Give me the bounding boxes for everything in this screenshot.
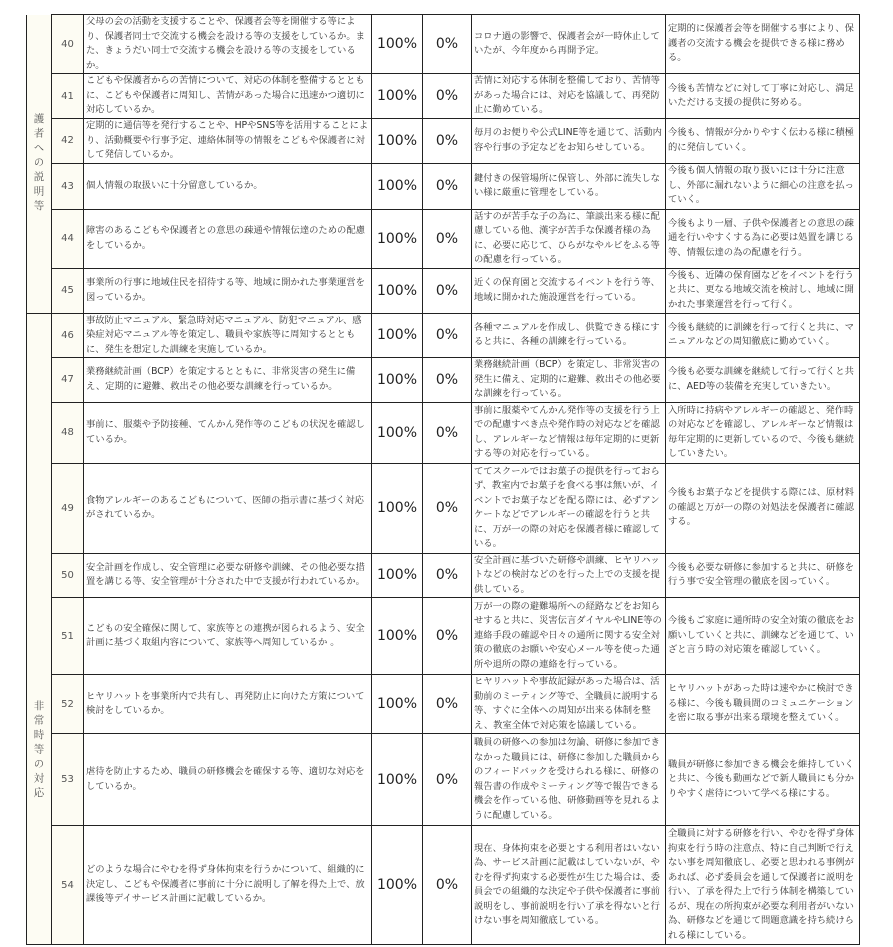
table-row bbox=[27, 119, 860, 164]
status-text: 苦情に対応する体制を整備しており、苦情等があった場合には、対応を協議して、再発防止に勤めている。 bbox=[472, 74, 666, 119]
table-row bbox=[27, 268, 860, 313]
question-text: ヒヤリハットを事業所内で共有し、再発防止に向けた方策について検討をしているか。 bbox=[84, 675, 372, 734]
table-row bbox=[27, 675, 860, 734]
status-text: コロナ過の影響で、保護者会が一時休止していたが、今年度から再開予定。 bbox=[472, 15, 666, 74]
yes-percentage: 100% bbox=[372, 463, 423, 553]
status-text: 毎月のお便りや公式LINE等を通じて、活動内容や行事の予定などをお知らせしている。 bbox=[472, 119, 666, 164]
table-row bbox=[27, 826, 860, 945]
category-cell bbox=[27, 313, 52, 945]
no-percentage: 0% bbox=[423, 209, 472, 268]
status-text: 話すのが苦手な子の為に、筆談出来る様に配慮している他、漢字が苦手な保護者様の為に、必要に応じて、ひらがなやルビをふる等の配慮を行っている。 bbox=[472, 209, 666, 268]
no-percentage: 0% bbox=[423, 163, 472, 209]
improvement-text: ヒヤリハットがあった時は速やかに検討できる様に、今後も職員間のコミュニケーションを密に取る事が出来る環境を整えていく。 bbox=[666, 675, 860, 734]
table-row bbox=[27, 463, 860, 553]
item-number: 52 bbox=[52, 675, 84, 734]
no-percentage: 0% bbox=[423, 402, 472, 463]
question-text: こどもの安全確保に関して、家族等との連携が図られるよう、安全計画に基づく取組内容について、家族等へ周知しているか 。 bbox=[84, 598, 372, 675]
status-text: 職員の研修への参加は勿論、研修に参加できなかった職員には、研修に参加した職員からのフィードバックを受けられる様に、研修の報告書の作成やミーティング等で報告できる機会を作っている他、研修動画等を見れるように配慮している。 bbox=[472, 734, 666, 826]
no-percentage: 0% bbox=[423, 268, 472, 313]
status-text: 万が一の際の避難場所への経路などをお知らせすると共に、災害伝言ダイヤルやLINE等の連絡手段の確認や日々の通所に関する安全対策の徹底のお願いや安心メール等を使った通所や退所の際の連絡を行っている。 bbox=[472, 598, 666, 675]
status-text: 安全計画に基づいた研修や訓練、ヒヤリハットなどの検討などのを行った上での支援を提供している。 bbox=[472, 553, 666, 598]
no-percentage: 0% bbox=[423, 119, 472, 164]
question-text: 個人情報の取扱いに十分留意しているか。 bbox=[84, 163, 372, 209]
yes-percentage: 100% bbox=[372, 15, 423, 74]
question-text: 業務継続計画（BCP）を策定するとともに、非常災害の発生に備え、定期的に避難、救出その他必要な訓練を行っているか。 bbox=[84, 358, 372, 403]
no-percentage: 0% bbox=[423, 734, 472, 826]
question-text: 定期的に通信等を発行することや、HPやSNS等を活用することにより、活動概要や行事予定、連絡体制等の情報をこどもや保護者に対して発信しているか。 bbox=[84, 119, 372, 164]
question-text: 障害のあるこどもや保護者との意思の疎通や情報伝達のための配慮をしているか。 bbox=[84, 209, 372, 268]
question-text: 事業所の行事に地域住民を招待する等、地域に開かれた事業運営を図っているか。 bbox=[84, 268, 372, 313]
status-text: ヒヤリハットや事故記録があった場合は、活動前のミーティング等で、全職員に説明する等、すぐに全体への周知が出来る体制を整え、教室全体で対応策を協議している。 bbox=[472, 675, 666, 734]
yes-percentage: 100% bbox=[372, 209, 423, 268]
yes-percentage: 100% bbox=[372, 313, 423, 358]
question-text: 食物アレルギーのあるこどもについて、医師の指示書に基づく対応がされているか。 bbox=[84, 463, 372, 553]
table-row bbox=[27, 402, 860, 463]
no-percentage: 0% bbox=[423, 826, 472, 945]
improvement-text: 定期的に保護者会等を開催する事により、保護者の交流する機会を提供できる様に務める。 bbox=[666, 15, 860, 74]
table-row bbox=[27, 15, 860, 74]
item-number: 45 bbox=[52, 268, 84, 313]
item-number: 51 bbox=[52, 598, 84, 675]
no-percentage: 0% bbox=[423, 553, 472, 598]
question-text: 事前に、服薬や予防接種、てんかん発作等のこどもの状況を確認しているか。 bbox=[84, 402, 372, 463]
no-percentage: 0% bbox=[423, 313, 472, 358]
improvement-text: 今後もお菓子などを提供する際には、原材料の確認と万が一の際の対処法を保護者に確認する。 bbox=[666, 463, 860, 553]
item-number: 42 bbox=[52, 119, 84, 164]
improvement-text: 全職員に対する研修を行い、やむを得ず身体拘束を行う時の注意点、特に自己判断で行えない事を周知徹底し、必要と思われる事例があれば、必ず委員会を通して保護者に説明を行い、了承を得た上で行う体制を構築しているが、現在の所拘束が必要な利用者がいない為、研修などを通じて問題意識を持ち続けられる様にしている。 bbox=[666, 826, 860, 945]
status-text: 現在、身体拘束を必要とする利用者はいない為、サービス計画に記載はしていないが、やむを得ず拘束する必要性が生じた場合は、委員会での組織的な決定や子供や保護者に事前説明をし、事前説明を行い了承を得ないと行けない事を周知徹底している。 bbox=[472, 826, 666, 945]
status-text: 事前に服薬やてんかん発作等の支援を行う上での配慮すべき点や発作時の対応などを確認し、アレルギーなど情報は毎年定期的に更新する等の対応を行っている。 bbox=[472, 402, 666, 463]
item-number: 43 bbox=[52, 163, 84, 209]
yes-percentage: 100% bbox=[372, 734, 423, 826]
question-text: 安全計画を作成し、安全管理に必要な研修や訓練、その他必要な措置を講じる等、安全管理が十分された中で支援が行われているか。 bbox=[84, 553, 372, 598]
status-text: ててスクールではお菓子の提供を行っておらず、教室内でお菓子を食べる事は無いが、イベントでお菓子などを配る際には、必ずアンケートなどでアレルギーの確認を行うと共に、万が一の際の対応を保護者様に確認している。 bbox=[472, 463, 666, 553]
table-row bbox=[27, 598, 860, 675]
item-number: 53 bbox=[52, 734, 84, 826]
improvement-text: 今後も苦情などに対して丁寧に対応し、満足いただける支援の提供に努める。 bbox=[666, 74, 860, 119]
table-row bbox=[27, 313, 860, 358]
no-percentage: 0% bbox=[423, 463, 472, 553]
question-text: こどもや保護者からの苦情について、対応の体制を整備するとともに、こどもや保護者に周知し、苦情があった場合に迅速かつ適切に対応しているか。 bbox=[84, 74, 372, 119]
category-label: 非常時等の対応 bbox=[32, 700, 45, 802]
no-percentage: 0% bbox=[423, 598, 472, 675]
table-row bbox=[27, 163, 860, 209]
table-row bbox=[27, 209, 860, 268]
improvement-text: 今後もご家庭に通所時の安全対策の徹底をお願いしていくと共に、訓練などを通じて、いざと言う時の対応策を確認していく。 bbox=[666, 598, 860, 675]
status-text: 鍵付きの保管場所に保管し、外部に流失しない様に厳重に管理をしている。 bbox=[472, 163, 666, 209]
evaluation-table bbox=[26, 14, 860, 945]
item-number: 50 bbox=[52, 553, 84, 598]
table-row bbox=[27, 74, 860, 119]
table-row bbox=[27, 553, 860, 598]
improvement-text: 今後もより一層、子供や保護者との意思の疎通を行いやすくする為に必要は処置を講じる等、情報伝達の為の配慮を行う。 bbox=[666, 209, 860, 268]
improvement-text: 今後も個人情報の取り扱いには十分に注意し、外部に漏れないように細心の注意を払っていく。 bbox=[666, 163, 860, 209]
category-cell bbox=[27, 15, 52, 314]
yes-percentage: 100% bbox=[372, 675, 423, 734]
item-number: 44 bbox=[52, 209, 84, 268]
improvement-text: 今後も継続的に訓練を行って行くと共に、マニュアルなどの周知徹底に勤めていく。 bbox=[666, 313, 860, 358]
yes-percentage: 100% bbox=[372, 402, 423, 463]
question-text: どのような場合にやむを得ず身体拘束を行うかについて、組織的に決定し、こどもや保護者に事前に十分に説明し了解を得た上で、放課後等デイサービス計画に記載しているか。 bbox=[84, 826, 372, 945]
improvement-text: 今後も必要な訓練を継続して行って行くと共に、AED等の装備を充実していきたい。 bbox=[666, 358, 860, 403]
improvement-text: 今後も、近隣の保育園などをイベントを行うと共に、更なる地域交流を検討し、地域に開かれた事業運営を行って行く。 bbox=[666, 268, 860, 313]
table-row bbox=[27, 734, 860, 826]
table-row bbox=[27, 358, 860, 403]
improvement-text: 今後も必要な研修に参加すると共に、研修を行う事で安全管理の徹底を図っていく。 bbox=[666, 553, 860, 598]
yes-percentage: 100% bbox=[372, 268, 423, 313]
question-text: 父母の会の活動を支援することや、保護者会等を開催する等により、保護者同士で交流する機会を設ける等の支援をしているか。また、きょうだい同士で交流する機会を設ける等の支援をしているか。 bbox=[84, 15, 372, 74]
item-number: 54 bbox=[52, 826, 84, 945]
question-text: 虐待を防止するため、職員の研修機会を確保する等、適切な対応をしているか。 bbox=[84, 734, 372, 826]
yes-percentage: 100% bbox=[372, 358, 423, 403]
no-percentage: 0% bbox=[423, 74, 472, 119]
category-label: 護者への説明等 bbox=[32, 112, 45, 215]
no-percentage: 0% bbox=[423, 358, 472, 403]
yes-percentage: 100% bbox=[372, 163, 423, 209]
status-text: 近くの保育園と交流するイベントを行う等、地域に開かれた施設運営を行っている。 bbox=[472, 268, 666, 313]
yes-percentage: 100% bbox=[372, 826, 423, 945]
item-number: 46 bbox=[52, 313, 84, 358]
item-number: 48 bbox=[52, 402, 84, 463]
item-number: 49 bbox=[52, 463, 84, 553]
no-percentage: 0% bbox=[423, 15, 472, 74]
status-text: 各種マニュアルを作成し、供覧できる様にすると共に、各種の訓練を行っている。 bbox=[472, 313, 666, 358]
item-number: 47 bbox=[52, 358, 84, 403]
improvement-text: 職員が研修に参加できる機会を維持していくと共に、今後も動画などで新人職員にも分かりやすく虐待について学べる様にする。 bbox=[666, 734, 860, 826]
status-text: 業務継続計画（BCP）を策定し、非常災害の発生に備え、定期的に避難、救出その他必要な訓練を行っている。 bbox=[472, 358, 666, 403]
yes-percentage: 100% bbox=[372, 598, 423, 675]
item-number: 40 bbox=[52, 15, 84, 74]
yes-percentage: 100% bbox=[372, 119, 423, 164]
improvement-text: 入所時に持病やアレルギーの確認と、発作時の対応などを確認し、アレルギーなど情報は毎年定期的に更新しているので、今後も継続していきたい。 bbox=[666, 402, 860, 463]
yes-percentage: 100% bbox=[372, 74, 423, 119]
no-percentage: 0% bbox=[423, 675, 472, 734]
question-text: 事故防止マニュアル、緊急時対応マニュアル、防犯マニュアル、感染症対応マニュアル等を策定し、職員や家族等に周知するとともに、発生を想定した訓練を実施しているか。 bbox=[84, 313, 372, 358]
improvement-text: 今後も、情報が分かりやすく伝わる様に積極的に発信していく。 bbox=[666, 119, 860, 164]
item-number: 41 bbox=[52, 74, 84, 119]
yes-percentage: 100% bbox=[372, 553, 423, 598]
